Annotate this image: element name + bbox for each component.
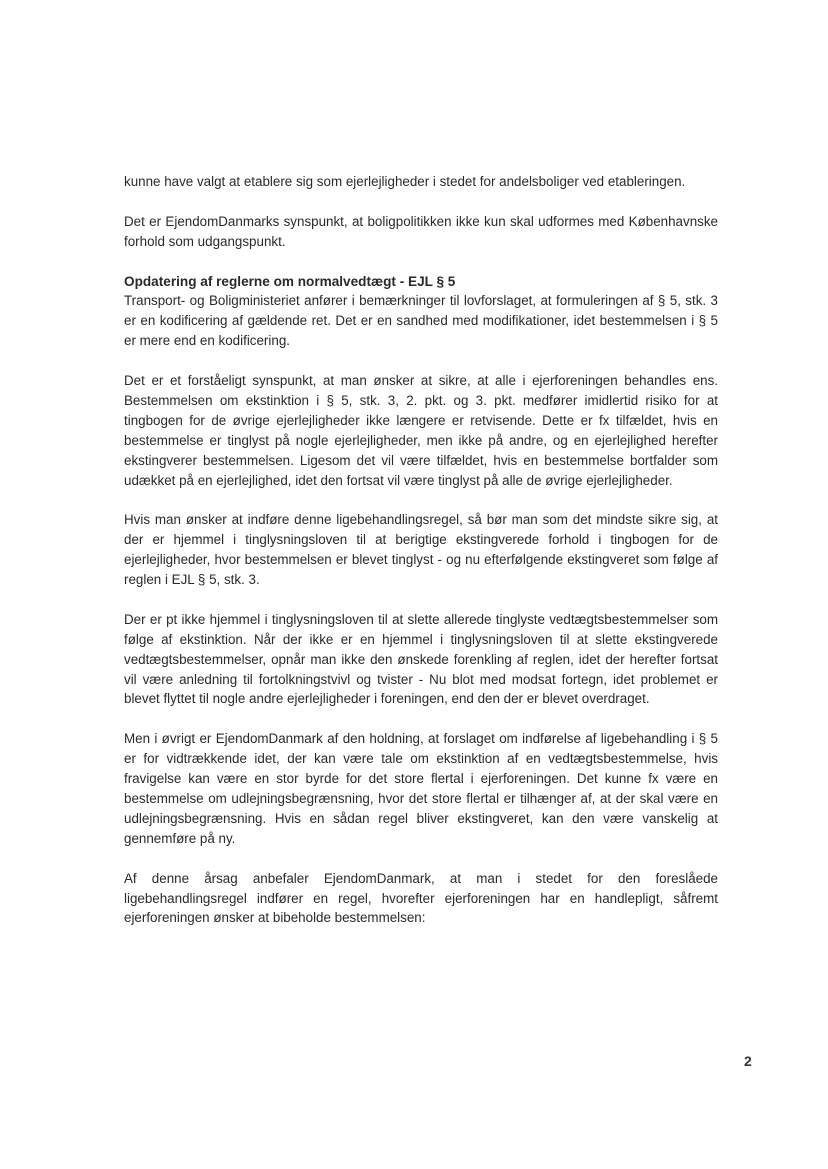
paragraph-2: Det er EjendomDanmarks synspunkt, at boligpolitikken ikke kun skal udformes med Københavnske forhold som udgangspunkt. — [124, 213, 718, 249]
section-paragraph-4: Der er pt ikke hjemmel i tinglysningsloven til at slette allerede tinglyste vedtægtsbestemmelser som følge af ekstinktion. Når der ikke er en hjemmel i tinglysningsloven til at slette ekstingverede vedtægtsbestemmelser, opnår man ikke den ønskede forenkling af reglen, idet der herefter fortsat vil være anledning til fortolkningstvivl og tvister - Nu blot med modsat fortegn, idet problemet er blevet flyttet til nogle andre ejerlejligheder i foreningen, end den der er blevet overdraget. — [124, 611, 718, 707]
section-heading: Opdatering af reglerne om normalvedtægt - EJL § 5 — [124, 273, 456, 289]
document-body — [124, 172, 718, 928]
section-normalvedtaegt — [124, 272, 718, 929]
section-paragraph-5: Men i øvrigt er EjendomDanmark af den holdning, at forslaget om indførelse af ligebehandling i § 5 er for vidtrækkende idet, der kan være tale om ekstinktion af en vedtægtsbestemmelse, hvis fravigelse kan være en stor byrde for det store flertal i ejerforeningen. Det kunne fx være en bestemmelse om udlejningsbegrænsning, hvor det store flertal er tilhænger af, at der skal være en udlejningsbegrænsning. Hvis en sådan regel bliver ekstingveret, kan den være vanskelig at gennemføre på ny. — [124, 731, 718, 846]
paragraph-1: kunne have valgt at etablere sig som ejerlejligheder i stedet for andelsboliger ved etableringen. — [124, 174, 686, 189]
page-number: 2 — [744, 1053, 752, 1069]
section-paragraph-3: Hvis man ønsker at indføre denne ligebehandlingsregel, så bør man som det mindste sikre sig, at der er hjemmel i tinglysningsloven til at berigtige ekstingverede forhold i tingbogen for de ejerlejligheder, hvor bestemmelsen er blevet tinglyst - og nu efterfølgende ekstingveret som følge af reglen i EJL § 5, stk. 3. — [124, 512, 718, 588]
section-paragraph-6: Af denne årsag anbefaler EjendomDanmark, at man i stedet for den foreslåede ligebehandlingsregel indfører en regel, hvorefter ejerforeningen har en handlepligt, såfremt ejerforeningen ønsker at bibeholde bestemmelsen: — [124, 870, 718, 926]
section-paragraph-2: Det er et forståeligt synspunkt, at man ønsker at sikre, at alle i ejerforeningen behandles ens. Bestemmelsen om ekstinktion i § 5, stk. 3, 2. pkt. og 3. pkt. medfører imidlertid risiko for at tingbogen for de øvrige ejerlejligheder ikke længere er retvisende. Dette er fx tilfældet, hvis en bestemmelse er tinglyst på nogle ejerlejligheder, men ikke på andre, og en ejerlejlighed herefter ekstingverer bestemmelsen. Ligesom det vil være tilfældet, hvis en bestemmelse bortfalder som udækket på en ejerlejlighed, idet den fortsat vil være tinglyst på alle de øvrige ejerlejligheder. — [124, 373, 718, 488]
section-paragraph-1: Transport- og Boligministeriet anfører i bemærkninger til lovforslaget, at formuleringen af § 5, stk. 3 er en kodificering af gældende ret. Det er en sandhed med modifikationer, idet bestemmelsen i § 5 er mere end en kodificering. — [124, 293, 718, 349]
